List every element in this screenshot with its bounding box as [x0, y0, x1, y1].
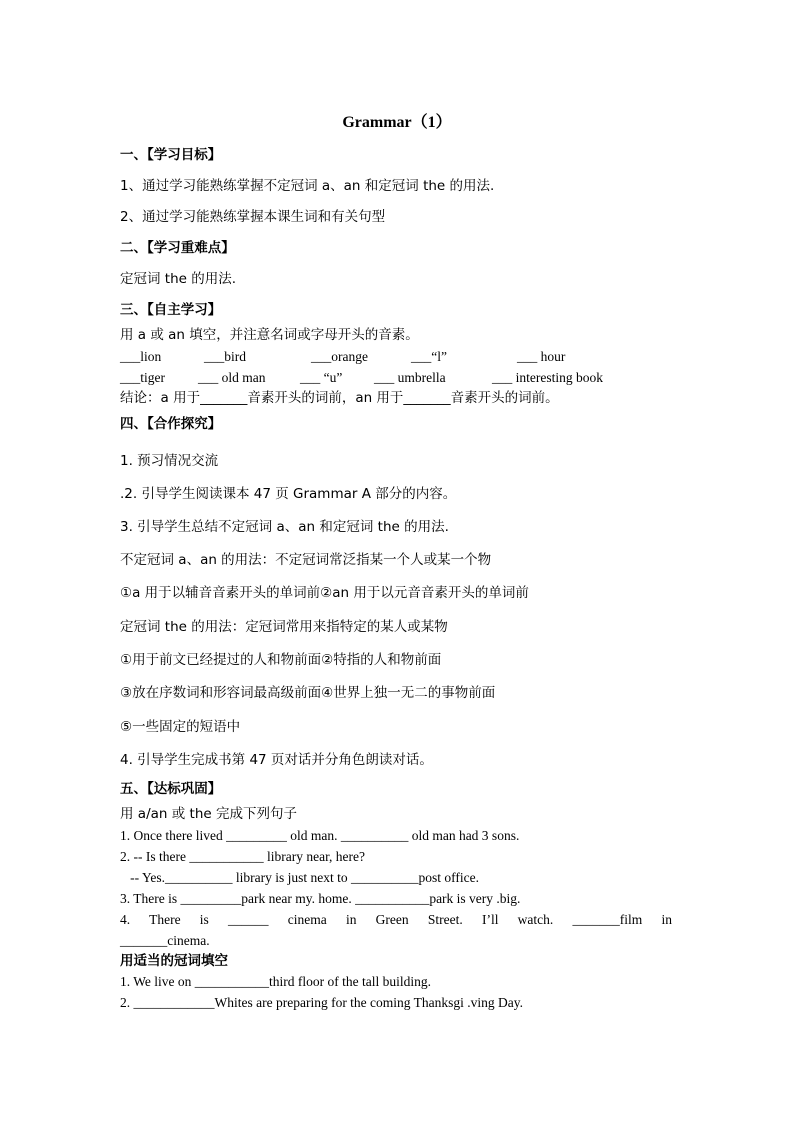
inquiry-line-1: 1. 预习情况交流 [120, 453, 219, 469]
exercise-item: ___ umbrella [374, 370, 446, 385]
exercise-sentence: 1. Once there lived _________ old man. __________ old man had 3 sons. [120, 828, 520, 843]
exercise-item: ___ “u” [300, 370, 343, 385]
section-1-heading: 一、【学习目标】 [120, 147, 222, 163]
inquiry-line-6: 定冠词 the 的用法：定冠词常用来指特定的某人或某物 [120, 619, 448, 635]
section-4-heading: 四、【合作探究】 [120, 416, 222, 432]
exercise-item: ___ hour [517, 349, 566, 364]
exercise-sentence: _______cinema. [120, 933, 210, 948]
inquiry-line-5: ①a 用于以辅音音素开头的单词前②an 用于以元音音素开头的单词前 [120, 585, 529, 601]
section-2-heading: 二、【学习重难点】 [120, 240, 235, 256]
exercise-item: ___ old man [198, 370, 266, 385]
exercise-sentence: 2. ____________Whites are preparing for the coming Thanksgi .ving Day. [120, 995, 524, 1010]
exercise-item: ___tiger [120, 370, 165, 385]
inquiry-line-3: 3. 引导学生总结不定冠词 a、an 和定冠词 the 的用法. [120, 519, 449, 535]
section-3-heading: 三、【自主学习】 [120, 302, 222, 318]
part1-title: 用 a/an 或 the 完成下列句子 [120, 806, 297, 822]
inquiry-line-9: ⑤一些固定的短语中 [120, 719, 241, 735]
exercise-item: ___“l” [411, 349, 447, 364]
fill-instruction: 用 a 或 an 填空，并注意名词或字母开头的音素。 [120, 327, 419, 343]
inquiry-line-8: ③放在序数词和形容词最高级前面④世界上独一无二的事物前面 [120, 685, 496, 701]
objective-2: 2、通过学习能熟练掌握本课生词和有关句型 [120, 209, 386, 225]
exercise-item: ___orange [311, 349, 368, 364]
part2-title: 用适当的冠词填空 [120, 953, 228, 969]
key-point-text: 定冠词 the 的用法. [120, 271, 237, 287]
inquiry-line-7: ①用于前文已经提过的人和物前面②特指的人和物前面 [120, 652, 442, 668]
exercise-item: ___lion [120, 349, 162, 364]
objective-1: 1、通过学习能熟练掌握不定冠词 a、an 和定冠词 the 的用法. [120, 178, 495, 194]
exercise-item: ___ interesting book [492, 370, 603, 385]
inquiry-line-2: .2. 引导学生阅读课本 47 页 Grammar A 部分的内容。 [120, 486, 457, 502]
exercise-row-2 [120, 370, 630, 388]
conclusion-line: 结论：a 用于_______音素开头的词前，an 用于_______音素开头的词前。 [120, 390, 559, 406]
exercise-sentence: 3. There is _________park near my. home. ___________park is very .big. [120, 891, 521, 906]
exercise-row-1 [120, 349, 630, 367]
exercise-sentence: -- Yes.__________ library is just next to __________post office. [120, 870, 479, 885]
inquiry-line-10: 4. 引导学生完成书第 47 页对话并分角色朗读对话。 [120, 752, 433, 768]
exercise-item: ___bird [204, 349, 246, 364]
exercise-sentence: 4. There is ______ cinema in Green Street. I’ll watch. _______film in [120, 912, 672, 927]
page-title: Grammar（1） [342, 114, 452, 131]
inquiry-line-4: 不定冠词 a、an 的用法：不定冠词常泛指某一个人或某一个物 [120, 552, 492, 568]
section-5-heading: 五、【达标巩固】 [120, 781, 222, 797]
exercise-sentence: 1. We live on ___________third floor of the tall building. [120, 974, 432, 989]
exercise-sentence: 2. -- Is there ___________ library near, here? [120, 849, 365, 864]
